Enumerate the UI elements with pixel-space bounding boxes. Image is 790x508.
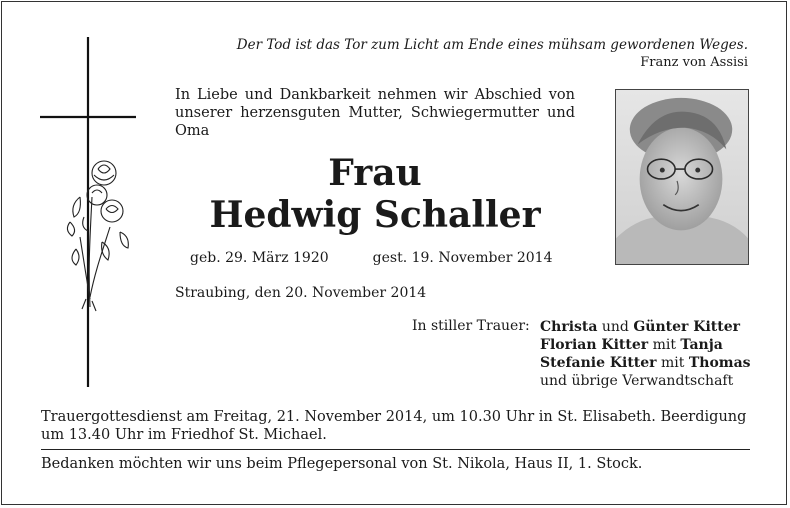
- deceased-name: Hedwig Schaller: [209, 194, 541, 236]
- mourner-connector: und übrige Verwandtschaft: [540, 373, 734, 389]
- quote-text: Der Tod ist das Tor zum Licht am Ende eines mühsam gewordenen Weges.: [236, 37, 748, 53]
- quote-author: Franz von Assisi: [640, 55, 748, 70]
- mourner-name: Günter Kitter: [633, 319, 740, 335]
- place-date: Straubing, den 20. November 2014: [175, 285, 427, 301]
- service-info: Trauergottesdienst am Freitag, 21. November 2014, um 10.30 Uhr in St. Elisabeth. Beerdigung um 13.40 Uhr im Friedhof St. Michael.: [41, 409, 747, 443]
- thanks-text: Bedanken möchten wir uns beim Pflegepersonal von St. Nikola, Haus II, 1. Stock.: [41, 456, 643, 472]
- salutation: Frau: [328, 152, 422, 194]
- mourner-line: [540, 354, 751, 372]
- mourner-name: Thomas: [688, 355, 751, 371]
- mourner-connector: und: [597, 319, 634, 335]
- mourner-name: Florian Kitter: [540, 337, 649, 353]
- death-date: gest. 19. November 2014: [372, 250, 553, 266]
- mourner-line: [540, 318, 751, 336]
- intro-text: In Liebe und Dankbarkeit nehmen wir Abschied von unserer herzensguten Mutter, Schwiegermutter und Oma: [175, 87, 575, 139]
- mourner-connector: mit: [648, 337, 681, 353]
- mourners-label: In stiller Trauer:: [412, 318, 530, 334]
- mourner-name: Tanja: [680, 337, 723, 353]
- mourners-list: [540, 318, 751, 390]
- portrait-photo: [615, 89, 749, 265]
- cross-with-roses-icon: [40, 37, 136, 389]
- divider: [41, 449, 750, 450]
- mourner-line: [540, 372, 751, 390]
- deceased-name-block: [175, 152, 575, 236]
- mourner-name: Stefanie Kitter: [540, 355, 657, 371]
- birth-date: geb. 29. März 1920: [190, 250, 329, 266]
- mourner-connector: mit: [656, 355, 689, 371]
- mourner-name: Christa: [540, 319, 598, 335]
- life-dates: [190, 250, 553, 266]
- mourner-line: [540, 336, 751, 354]
